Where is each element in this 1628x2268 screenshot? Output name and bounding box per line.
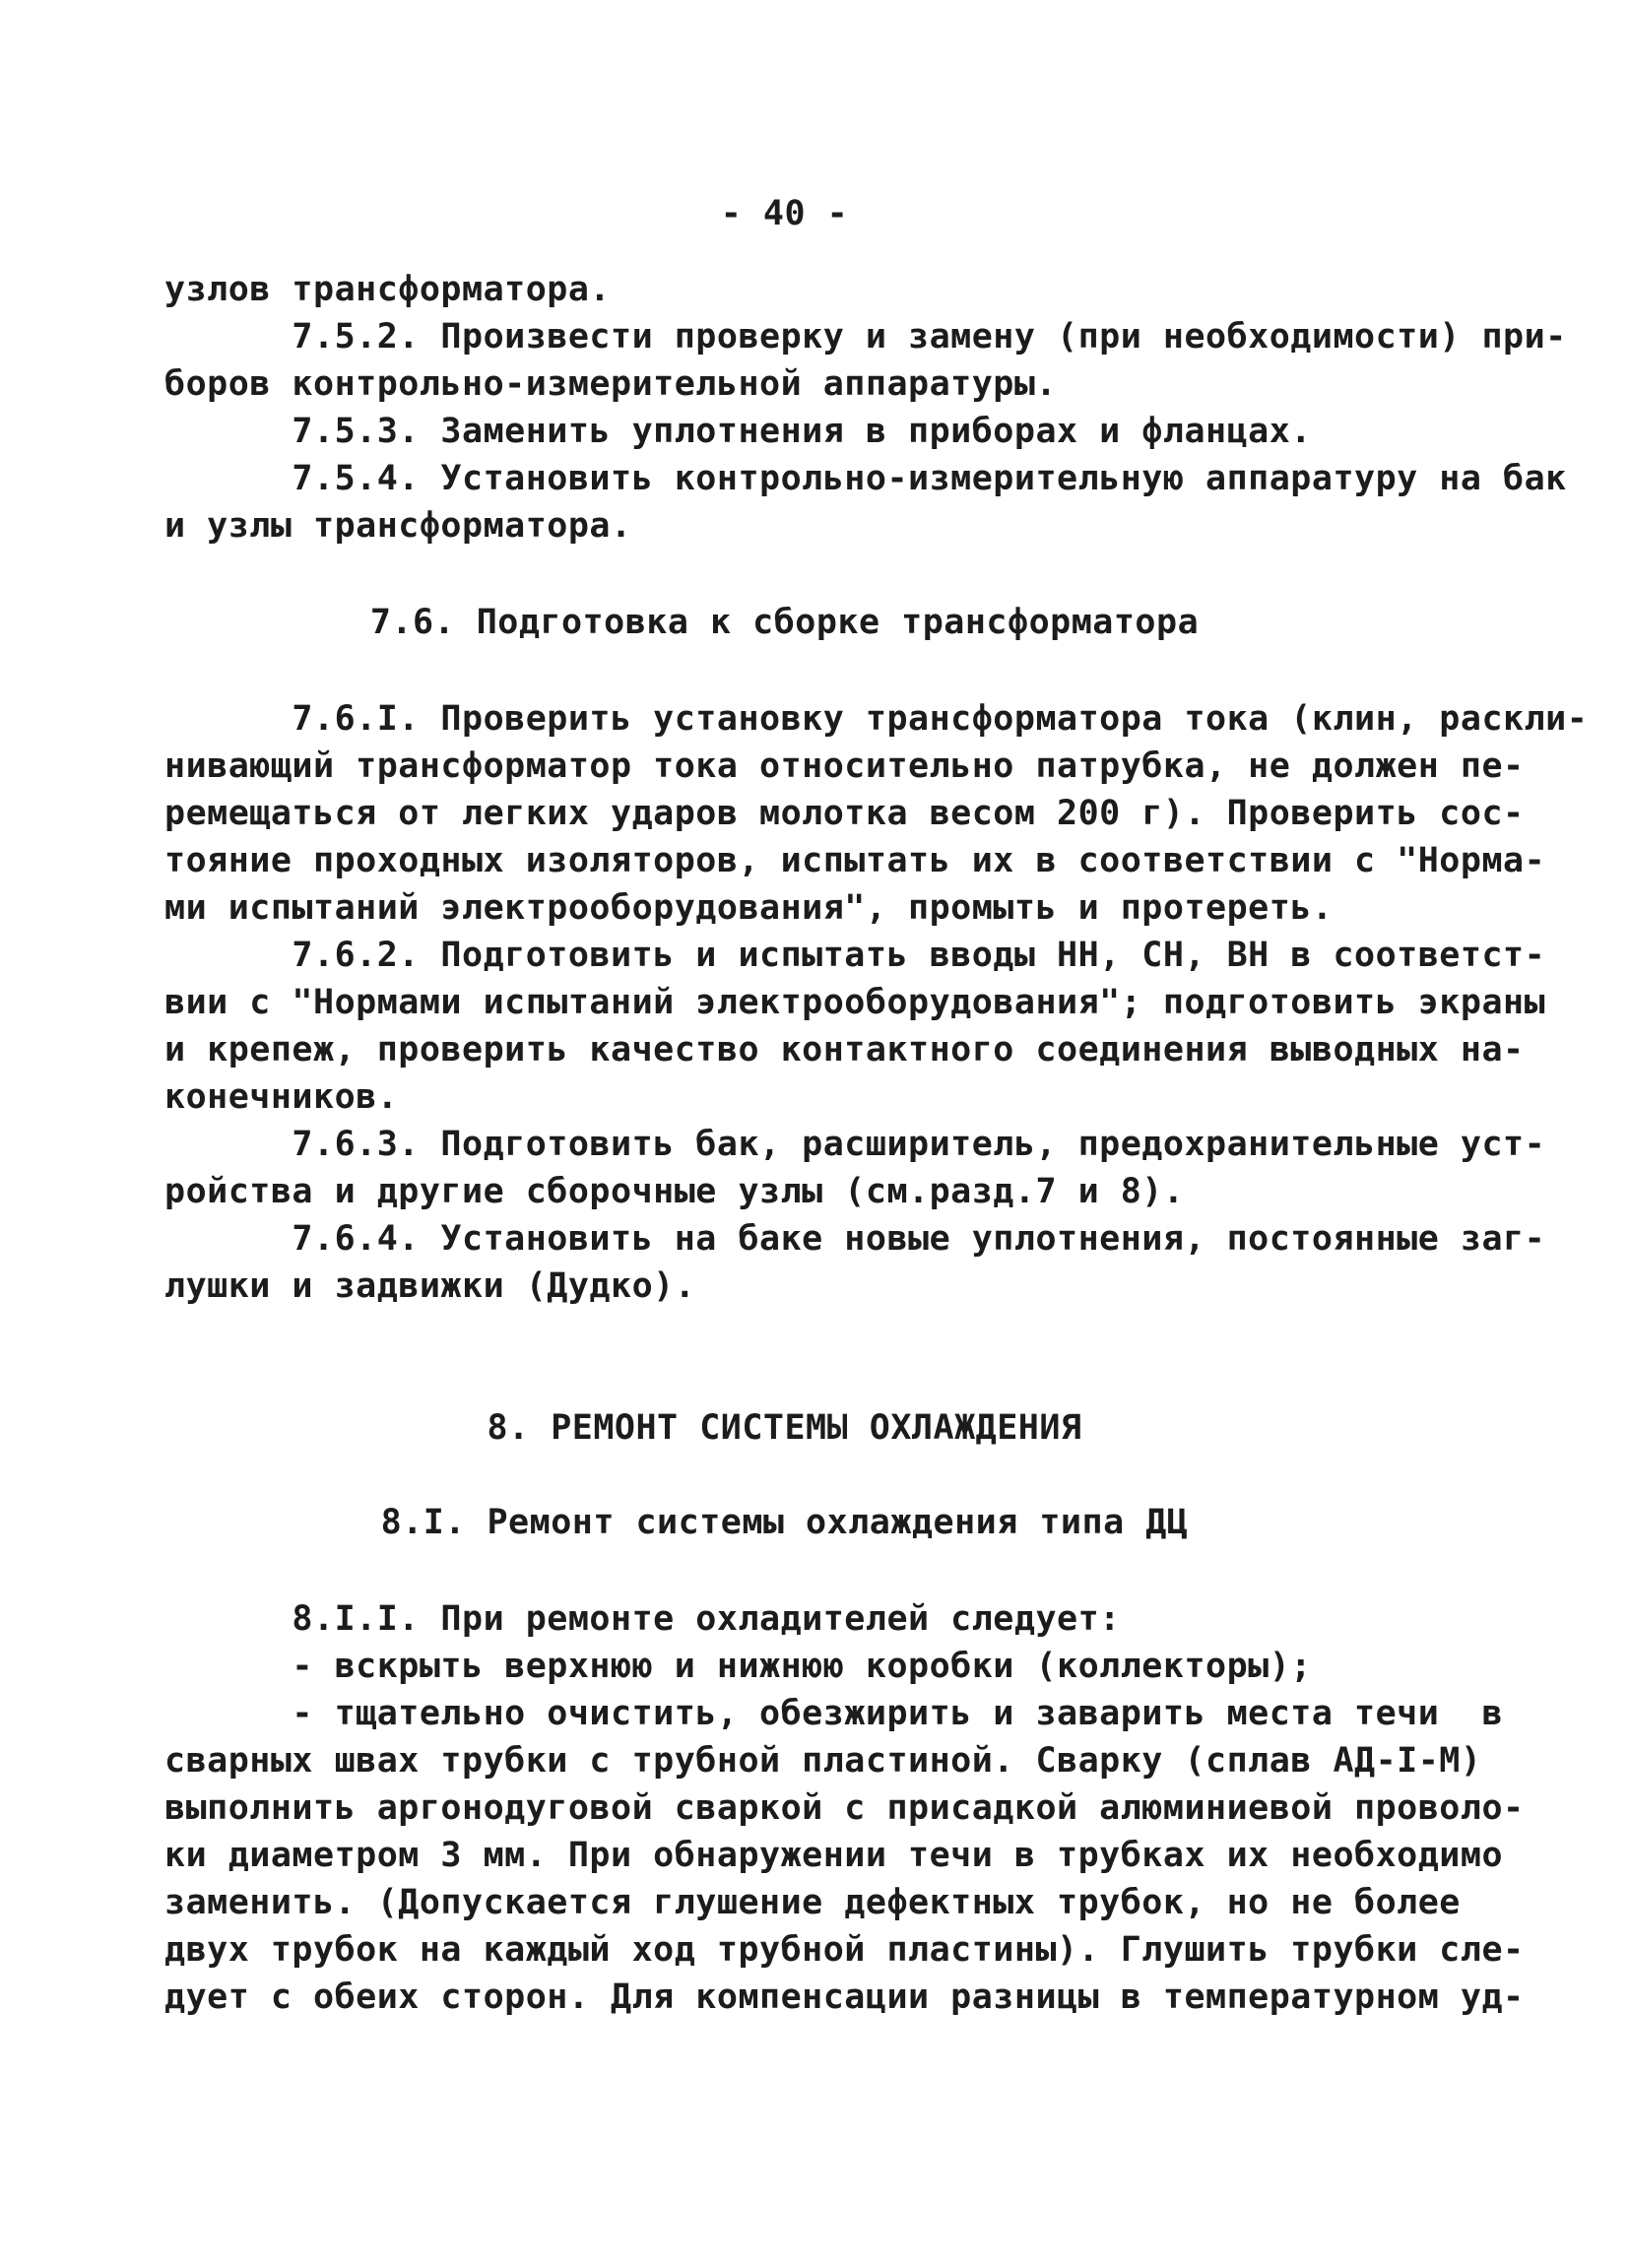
text-line: узлов трансформатора. [164, 270, 612, 309]
text-line: лушки и задвижки (Дудко). [164, 1266, 696, 1306]
text-line: 7.6.4. Установить на баке новые уплотнения, постоянные заг- [164, 1219, 1546, 1259]
text-line: 7.5.3. Заменить уплотнения в приборах и фланцах. [164, 412, 1312, 451]
text-line: - тщательно очистить, обезжирить и заварить места течи в [164, 1694, 1504, 1733]
text-line: 7.6.I. Проверить установку трансформатора тока (клин, раскли- [164, 699, 1589, 739]
text-line: сварных швах трубки с трубной пластиной. Сварку (сплав АД-I-М) [164, 1741, 1482, 1781]
text-line: ми испытаний электрооборудования", промыть и протереть. [164, 888, 1334, 928]
section-heading-8-1: 8.I. Ремонт системы охлаждения типа ДЦ [380, 1503, 1189, 1542]
text-line: конечников. [164, 1077, 399, 1117]
text-line: тояние проходных изоляторов, испытать их в соответствии с "Норма- [164, 841, 1546, 880]
text-line: ройства и другие сборочные узлы (см.разд.7 и 8). [164, 1172, 1185, 1211]
text-line: вии с "Нормами испытаний электрооборудования"; подготовить экраны [164, 983, 1546, 1022]
section-heading-7-6: 7.6. Подготовка к сборке трансформатора [369, 603, 1200, 642]
text-line: и крепеж, проверить качество контактного соединения выводных на- [164, 1030, 1525, 1069]
text-line: ремещаться от легких ударов молотка весом 200 г). Проверить сос- [164, 794, 1525, 833]
section-heading-8: 8. РЕМОНТ СИСТЕМЫ ОХЛАЖДЕНИЯ [487, 1408, 1082, 1448]
text-line: 7.5.2. Произвести проверку и замену (при необходимости) при- [164, 317, 1567, 356]
text-line: двух трубок на каждый ход трубной пластины). Глушить трубки сле- [164, 1930, 1525, 1970]
page-number: - 40 - [720, 194, 849, 233]
text-line: нивающий трансформатор тока относительно патрубка, не должен пе- [164, 746, 1525, 786]
text-line: ки диаметром 3 мм. При обнаружении течи в трубках их необходимо [164, 1836, 1504, 1875]
text-line: 8.I.I. При ремонте охладителей следует: [164, 1599, 1121, 1639]
text-line: заменить. (Допускается глушение дефектных трубок, но не более [164, 1883, 1461, 1922]
text-line: 7.6.2. Подготовить и испытать вводы НН, СН, ВН в соответст- [164, 936, 1546, 975]
text-line: 7.5.4. Установить контрольно-измерительную аппаратуру на бак [164, 459, 1567, 498]
text-line: и узлы трансформатора. [164, 506, 632, 546]
text-line: дует с обеих сторон. Для компенсации разницы в температурном уд- [164, 1977, 1525, 2017]
text-line: выполнить аргонодуговой сваркой с присадкой алюминиевой проволо- [164, 1788, 1525, 1828]
text-line: 7.6.3. Подготовить бак, расширитель, предохранительные уст- [164, 1125, 1546, 1164]
text-line: боров контрольно-измерительной аппаратуры. [164, 364, 1058, 404]
text-line: - вскрыть верхнюю и нижнюю коробки (коллекторы); [164, 1647, 1312, 1686]
